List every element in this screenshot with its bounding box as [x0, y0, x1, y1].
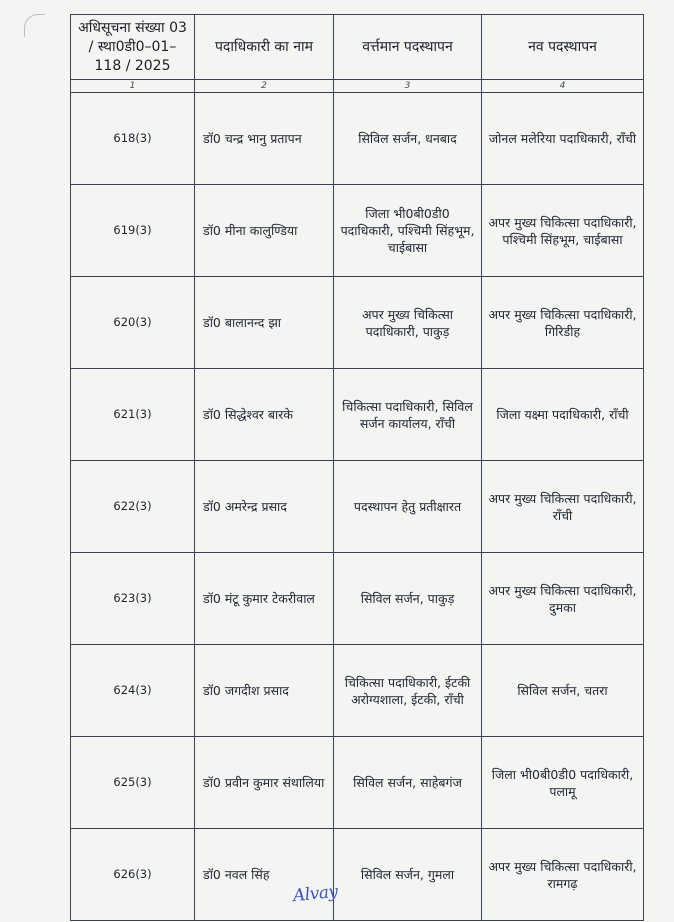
- new-posting: सिविल सर्जन, चतरा: [482, 645, 644, 737]
- officer-name: डॉ0 अमरेन्द्र प्रसाद: [195, 461, 334, 553]
- table-row: [71, 369, 644, 461]
- notification-number: 624(3): [71, 645, 195, 737]
- current-posting: जिला भी0बी0डी0 पदाधिकारी, पश्चिमी सिंहभूम, चाईबासा: [334, 185, 482, 277]
- notification-number: 623(3): [71, 553, 195, 645]
- table-row: [71, 277, 644, 369]
- column-number: 1: [71, 80, 195, 93]
- officer-name: डॉ0 नवल सिंह: [195, 829, 334, 921]
- officer-name: डॉ0 बालानन्द झा: [195, 277, 334, 369]
- table-row: [71, 93, 644, 185]
- posting-table: [70, 14, 644, 921]
- new-posting: जोनल मलेरिया पदाधिकारी, राँची: [482, 93, 644, 185]
- handwritten-signature: Alvay: [292, 881, 339, 907]
- new-posting: अपर मुख्य चिकित्सा पदाधिकारी, रामगढ़: [482, 829, 644, 921]
- table-row: [71, 553, 644, 645]
- column-number-row: [71, 80, 644, 93]
- table-row: [71, 737, 644, 829]
- officer-name: डॉ0 मंटू कुमार टेकरीवाल: [195, 553, 334, 645]
- table-row: [71, 461, 644, 553]
- notification-number: 618(3): [71, 93, 195, 185]
- table-row: [71, 185, 644, 277]
- current-posting: चिकित्सा पदाधिकारी, ईटकी अरोग्यशाला, ईटकी, राँची: [334, 645, 482, 737]
- current-posting: सिविल सर्जन, गुमला: [334, 829, 482, 921]
- officer-name: डॉ0 जगदीश प्रसाद: [195, 645, 334, 737]
- table-row: [71, 645, 644, 737]
- column-number: 4: [482, 80, 644, 93]
- notification-number: 620(3): [71, 277, 195, 369]
- new-posting: अपर मुख्य चिकित्सा पदाधिकारी, राँची: [482, 461, 644, 553]
- column-number: 3: [334, 80, 482, 93]
- notification-number: 619(3): [71, 185, 195, 277]
- header-officer-name: पदाधिकारी का नाम: [195, 15, 334, 80]
- officer-name: डॉ0 सिद्धेश्वर बारके: [195, 369, 334, 461]
- current-posting: चिकित्सा पदाधिकारी, सिविल सर्जन कार्यालय, राँची: [334, 369, 482, 461]
- current-posting: सिविल सर्जन, साहेबगंज: [334, 737, 482, 829]
- table-header-row: [71, 15, 644, 80]
- new-posting: जिला यक्ष्मा पदाधिकारी, राँची: [482, 369, 644, 461]
- notification-number: 621(3): [71, 369, 195, 461]
- corner-scan-mark: [24, 14, 45, 37]
- current-posting: सिविल सर्जन, धनबाद: [334, 93, 482, 185]
- notification-number: 626(3): [71, 829, 195, 921]
- current-posting: अपर मुख्य चिकित्सा पदाधिकारी, पाकुड़: [334, 277, 482, 369]
- new-posting: जिला भी0बी0डी0 पदाधिकारी, पलामू: [482, 737, 644, 829]
- header-new-posting: नव पदस्थापन: [482, 15, 644, 80]
- current-posting: पदस्थापन हेतु प्रतीक्षारत: [334, 461, 482, 553]
- officer-name: डॉ0 प्रवीन कुमार संथालिया: [195, 737, 334, 829]
- new-posting: अपर मुख्य चिकित्सा पदाधिकारी, गिरिडीह: [482, 277, 644, 369]
- header-notification-number: अधिसूचना संख्या 03 / स्था0डी0–01–118 / 2025: [71, 15, 195, 80]
- officer-name: डॉ0 चन्द्र भानु प्रतापन: [195, 93, 334, 185]
- new-posting: अपर मुख्य चिकित्सा पदाधिकारी, पश्चिमी सिंहभूम, चाईबासा: [482, 185, 644, 277]
- current-posting: सिविल सर्जन, पाकुड़: [334, 553, 482, 645]
- notification-number: 625(3): [71, 737, 195, 829]
- header-current-posting: वर्त्तमान पदस्थापन: [334, 15, 482, 80]
- column-number: 2: [195, 80, 334, 93]
- notification-number: 622(3): [71, 461, 195, 553]
- officer-name: डॉ0 मीना कालुण्डिया: [195, 185, 334, 277]
- new-posting: अपर मुख्य चिकित्सा पदाधिकारी, दुमका: [482, 553, 644, 645]
- table-row: [71, 829, 644, 921]
